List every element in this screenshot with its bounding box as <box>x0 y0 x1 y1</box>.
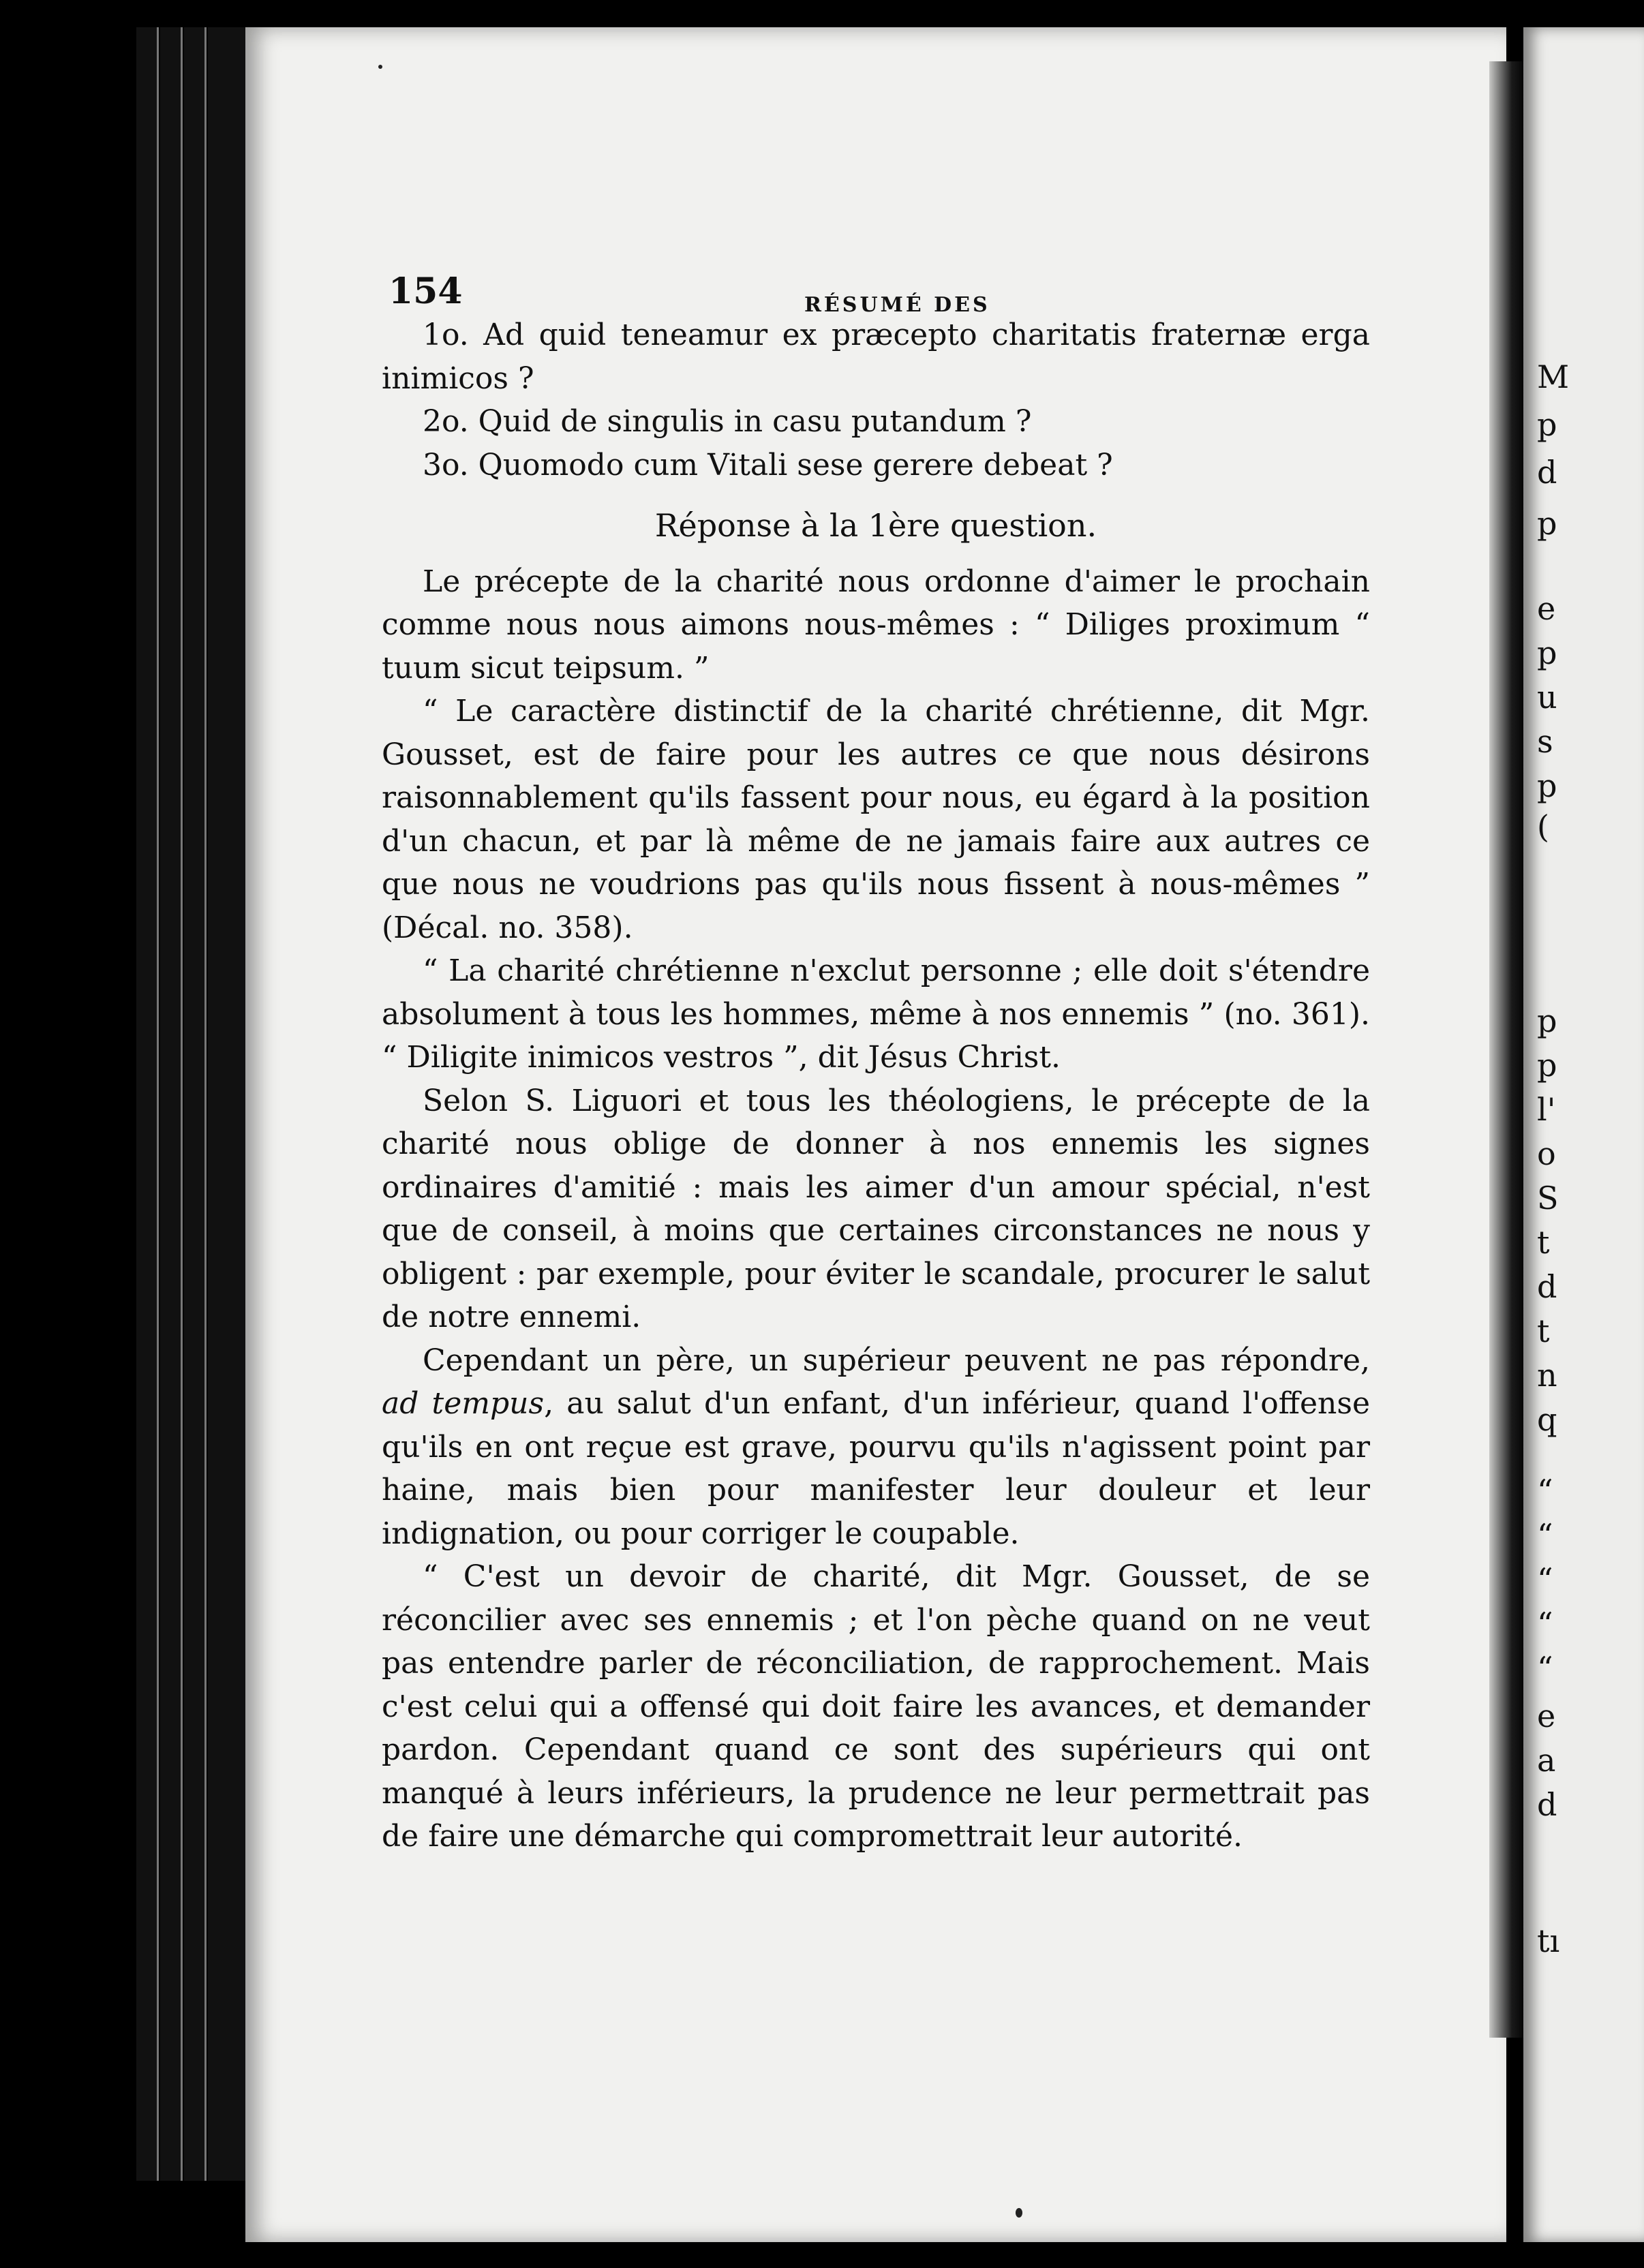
question-3: 3o. Quomodo cum Vitali sese gerere debeat ? <box>423 447 1113 482</box>
margin-letter: p <box>1537 767 1557 804</box>
paragraph-5 <box>382 1339 1370 1556</box>
paragraph-3: “ La charité chrétienne n'exclut personne ; elle doit s'étendre absolument à tous les hommes, même à nos ennemis ” (no. 361). “ Diligite inimicos vestros ”, dit Jésus Christ. <box>382 953 1370 1075</box>
page-text <box>382 245 1370 1858</box>
page-edge <box>184 27 207 2181</box>
right-page-fragment <box>1523 27 1644 2242</box>
ink-speck <box>378 65 382 69</box>
gutter-shadow <box>1489 61 1527 2038</box>
running-title: RÉSUMÉ DES <box>804 293 990 317</box>
left-page <box>245 27 1506 2242</box>
margin-letter: p <box>1537 1002 1557 1039</box>
paragraph-5-lead: Cependant un père, un supérieur peuvent ne pas répondre, <box>423 1343 1370 1378</box>
margin-letter: “ <box>1537 1473 1553 1510</box>
margin-letter: p <box>1537 1047 1557 1084</box>
margin-letter: p <box>1537 505 1557 542</box>
margin-letter: s <box>1537 723 1553 760</box>
margin-letter: ( <box>1537 808 1549 845</box>
margin-letter: q <box>1537 1401 1557 1438</box>
margin-letter: t <box>1537 1224 1550 1261</box>
paragraph-1: Le précepte de la charité nous ordonne d'aimer le prochain comme nous nous aimons nous-mêmes : “ Diliges proximum “ tuum sicut teipsum. ” <box>382 564 1370 686</box>
paragraph-5-rest: , au salut d'un enfant, d'un inférieur, quand l'offense qu'ils en ont reçue est grave, pourvu qu'ils n'agissent point par haine, mais bien pour manifester leur douleur et leur indignation, ou pour corriger le coupable. <box>382 1386 1370 1551</box>
page-edge <box>136 27 159 2181</box>
margin-letter: t <box>1537 1313 1550 1349</box>
margin-letter: “ <box>1537 1650 1553 1687</box>
margin-letter: d <box>1537 1268 1557 1305</box>
running-head <box>382 245 1370 317</box>
page-edge <box>208 27 230 2181</box>
margin-letter: e <box>1537 590 1556 627</box>
ink-speck <box>1016 2208 1022 2218</box>
margin-letter: “ <box>1537 1606 1553 1642</box>
margin-letter: o <box>1537 1135 1556 1172</box>
margin-letter: n <box>1537 1357 1557 1394</box>
section-heading: Réponse à la 1ère question. <box>654 507 1097 544</box>
margin-letter: “ <box>1537 1561 1553 1598</box>
margin-letter: d <box>1537 454 1557 491</box>
question-1: 1o. Ad quid teneamur ex præcepto charitatis fraternæ erga inimicos ? <box>382 318 1370 396</box>
page-edge <box>228 27 247 2181</box>
margin-letter: S <box>1537 1180 1559 1216</box>
margin-letter: d <box>1537 1786 1557 1823</box>
margin-letter: a <box>1537 1742 1556 1779</box>
margin-letter: e <box>1537 1698 1556 1734</box>
paragraph-6: “ C'est un devoir de charité, dit Mgr. Gousset, de se réconcilier avec ses ennemis ; et l'on pèche quand on ne veut pas entendre parler de réconciliation, de rapprochement. Mais c'est celui qui a offensé qui doit faire les avances, et demander pardon. Cependant quand ce sont des supérieurs qui ont manqué à leurs inférieurs, la prudence ne leur permettrait pas de faire une démarche qui compromettrait leur autorité. <box>382 1559 1370 1854</box>
margin-letter: p <box>1537 406 1557 443</box>
paragraph-5-italic: ad tempus <box>382 1386 545 1421</box>
page-number: 154 <box>389 271 463 312</box>
question-2: 2o. Quid de singulis in casu putandum ? <box>423 404 1032 439</box>
margin-letter: M <box>1537 358 1570 395</box>
margin-letter: “ <box>1537 1517 1553 1554</box>
margin-letter: tı <box>1537 1922 1560 1959</box>
margin-letter: u <box>1537 679 1557 716</box>
margin-letter: p <box>1537 634 1557 671</box>
paragraph-4: Selon S. Liguori et tous les théologiens, le précepte de la charité nous oblige de donner à nos ennemis les signes ordinaires d'amitié : mais les aimer d'un amour spécial, n'est que de conseil, à moins que certaines circonstances ne nous y obligent : par exemple, pour éviter le scandale, procurer le salut de notre ennemi. <box>382 1083 1370 1334</box>
margin-letter: l' <box>1537 1091 1556 1128</box>
page-edge <box>160 27 183 2181</box>
paragraph-2: “ Le caractère distinctif de la charité chrétienne, dit Mgr. Gousset, est de faire pour les autres ce que nous désirons raisonnablement qu'ils fassent pour nous, eu égard à la position d'un chacun, et par là même de ne jamais faire aux autres ce que nous ne voudrions pas qu'ils nous fissent à nous-mêmes ” (Décal. no. 358). <box>382 694 1370 945</box>
